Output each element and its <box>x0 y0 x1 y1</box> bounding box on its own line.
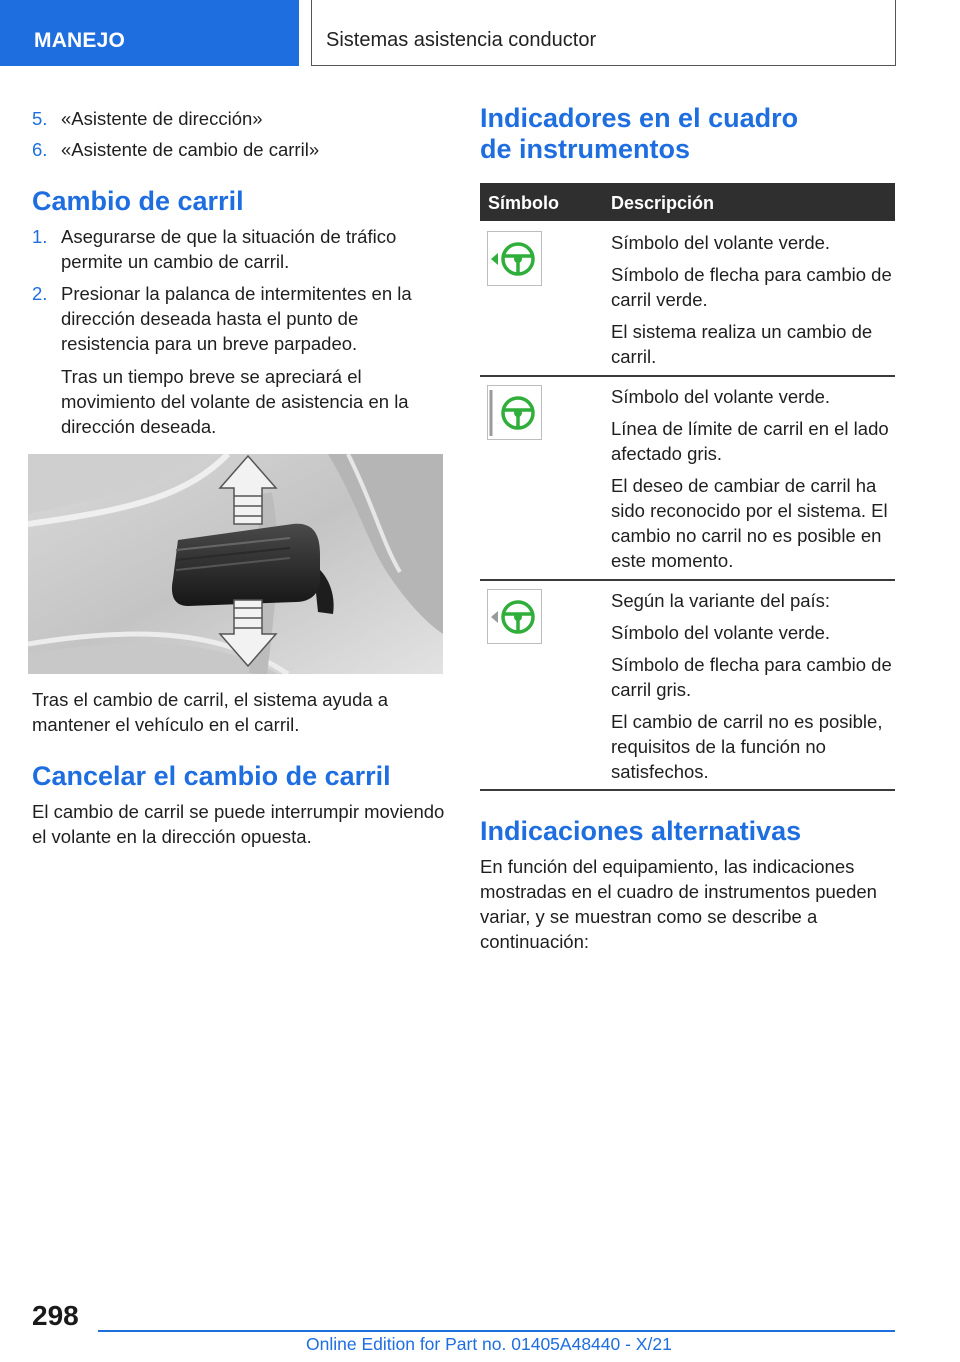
row-description <box>611 384 896 573</box>
step-number: 2. <box>32 283 48 304</box>
table-header <box>480 183 895 221</box>
column-header-description: Descripción <box>611 193 715 213</box>
footer-rule <box>98 1330 895 1332</box>
description-line: Símbolo de flecha para cambio de carril verde. <box>611 264 892 310</box>
description-line: Símbolo del volante verde. <box>611 232 831 253</box>
section-title: Sistemas asistencia conductor <box>326 29 597 51</box>
description-line: Símbolo del volante verde. <box>611 386 831 407</box>
heading-cancel: Cancelar el cambio de carril <box>32 761 391 791</box>
section-header <box>311 0 896 66</box>
list-number: 5. <box>32 108 48 129</box>
edition-text: Online Edition for Part no. 01405A48440 - X/21 <box>306 1334 672 1354</box>
description-line: El sistema realiza un cambio de carril. <box>611 321 873 367</box>
heading-line: Indicadores en el cuadro <box>480 103 799 133</box>
chapter-label: MANEJO <box>34 29 126 52</box>
description-line: Según la variante del país: <box>611 590 831 611</box>
chapter-tab <box>0 0 299 66</box>
page-number: 298 <box>32 1300 79 1331</box>
description-line: El deseo de cambiar de carril ha sido reconocido por el sistema. El cambio no carril no es posible en este momento. <box>611 475 888 571</box>
lever-illustration <box>28 454 443 674</box>
list-text: «Asistente de cambio de carril» <box>61 139 320 160</box>
row-description <box>611 230 896 369</box>
cancel-text: El cambio de carril se puede interrumpir moviendo el volante en la dirección opuesta. <box>32 801 445 847</box>
list-number: 6. <box>32 139 48 160</box>
description-line: Línea de límite de carril en el lado afectado gris. <box>611 418 889 464</box>
heading-line: de instrumentos <box>480 134 691 164</box>
row-description <box>611 588 896 784</box>
steering-wheel-green-arrow-gray-icon <box>487 589 542 644</box>
description-line: El cambio de carril no es posible, requisitos de la función no satisfechos. <box>611 711 883 782</box>
steering-wheel-green-line-gray-icon <box>487 385 542 440</box>
heading-lane-change: Cambio de carril <box>32 186 244 216</box>
step-text: Presionar la palanca de intermitentes en la dirección deseada hasta el punto de resistencia para un breve parpadeo. <box>61 283 412 354</box>
column-header-symbol: Símbolo <box>488 193 559 213</box>
description-line: Símbolo de flecha para cambio de carril gris. <box>611 654 892 700</box>
table-row-divider <box>480 579 895 581</box>
step-text: Asegurarse de que la situación de tráfico permite un cambio de carril. <box>61 226 397 272</box>
step-number: 1. <box>32 226 48 247</box>
heading-indicators <box>480 103 798 165</box>
after-change-text: Tras el cambio de carril, el sistema ayuda a mantener el vehículo en el carril. <box>32 689 389 735</box>
heading-alternatives: Indicaciones alternativas <box>480 816 802 846</box>
list-text: «Asistente de dirección» <box>61 108 263 129</box>
step-note: Tras un tiempo breve se apreciará el movimiento del volante de asistencia en la dirección deseada. <box>61 366 409 437</box>
alternatives-text: En función del equipamiento, las indicaciones mostradas en el cuadro de instrumentos pueden variar, y se muestran como se describe a continuación: <box>480 856 877 952</box>
description-line: Símbolo del volante verde. <box>611 622 831 643</box>
table-row-divider <box>480 789 895 791</box>
steering-wheel-green-arrow-green-icon <box>487 231 542 286</box>
table-row-divider <box>480 375 895 377</box>
turn-signal-lever-photo <box>28 454 443 674</box>
